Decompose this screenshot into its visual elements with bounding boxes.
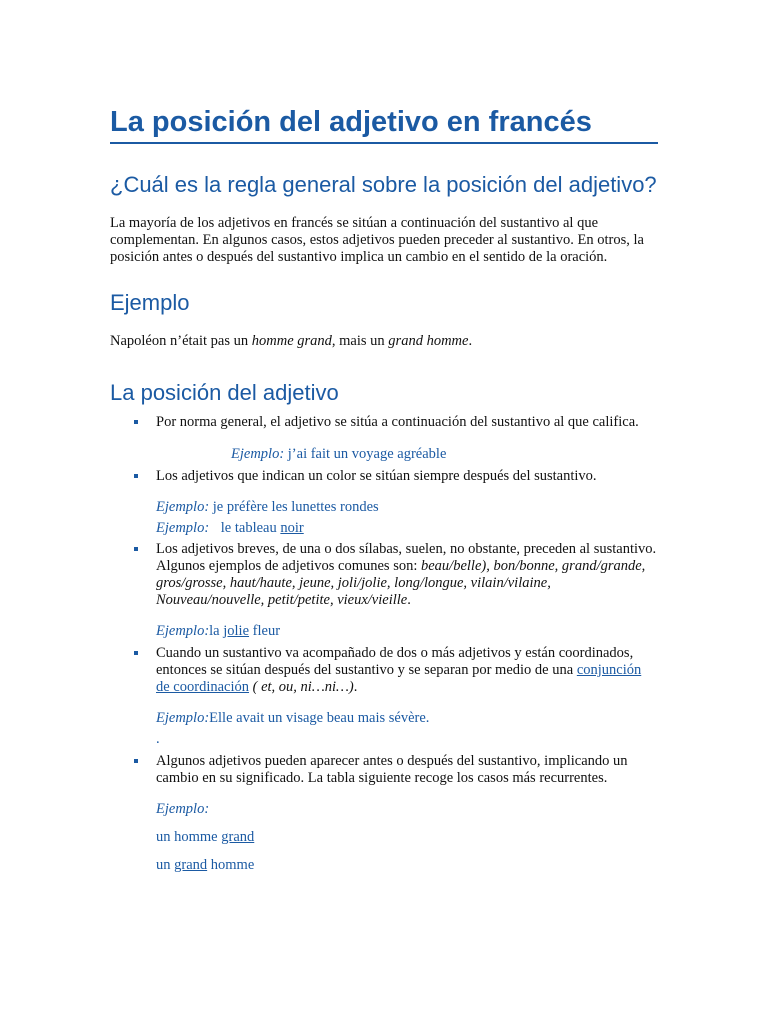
- example-italic-homme-grand: homme grand: [251, 333, 332, 349]
- link-jolie[interactable]: jolie: [223, 623, 250, 639]
- rule-3-text: Los adjetivos breves, de una o dos sílabas, suelen, no obstante, preceden al sustantivo. Algunos ejemplos de adjetivos comunes son:: [156, 541, 657, 574]
- general-rule-paragraph: La mayoría de los adjetivos en francés se sitúan a continuación del sustantivo al que complementan. En algunos casos, estos adjetivos pueden preceder al sustantivo. En otros, la posición antes o después del sustantivo implica un cambio en el sentido de la oración.: [110, 215, 644, 265]
- square-bullet-icon: [134, 420, 138, 424]
- link-conjuncion-coordinacion[interactable]: conjunción de coordinación: [156, 662, 642, 695]
- rule-5-example-label: [110, 801, 658, 818]
- rules-list-2: [110, 468, 658, 485]
- rule-5-example-1: [110, 829, 658, 846]
- rule-4-dot: .: [156, 731, 160, 747]
- list-item: [110, 541, 658, 609]
- rule-5-example-2-pre: un: [156, 857, 171, 873]
- rule-1-example-text: j’ai fait un voyage agréable: [287, 446, 447, 462]
- list-item: [110, 414, 658, 431]
- square-bullet-icon: [134, 547, 138, 551]
- rule-5-example-2-post: homme: [210, 857, 255, 873]
- list-item: [110, 645, 658, 696]
- rules-list-5: [110, 753, 658, 787]
- rule-4-text: Cuando un sustantivo va acompañado de dos o más adjetivos y están coordinados, entonces se sitúan después del sustantivo y se separan por medio de una: [156, 645, 634, 678]
- rule-3-adjective-list: beau/belle), bon/bonne, grand/grande, gros/grosse, haut/haute, jeune, joli/jolie, long/longue, vilain/vilaine, Nouveau/nouvelle, petit/petite, vieux/vieille: [156, 558, 646, 608]
- example-italic-grand-homme: grand homme: [388, 333, 469, 349]
- example-label: Ejemplo:: [156, 499, 210, 515]
- section-heading-example: Ejemplo: [110, 290, 190, 315]
- example-label: Ejemplo:: [156, 623, 210, 639]
- rule-4-example: [110, 710, 658, 727]
- rule-1-text: Por norma general, el adjetivo se sitúa a continuación del sustantivo al que califica.: [156, 414, 639, 430]
- example-sentence-start: Napoléon n’était pas un: [110, 333, 252, 349]
- rule-2-text: Los adjetivos que indican un color se sitúan siempre después del sustantivo.: [156, 468, 597, 484]
- example-label: Ejemplo:: [156, 520, 210, 536]
- document-page: [110, 104, 658, 874]
- rule-1-example: [110, 446, 658, 463]
- rule-2-example-1-text: je préfère les lunettes rondes: [212, 499, 379, 515]
- example-label: Ejemplo:: [156, 801, 210, 817]
- rule-3-example-pre: la: [209, 623, 220, 639]
- rule-2-example-2: [110, 520, 658, 537]
- example-label: Ejemplo:: [156, 710, 210, 726]
- link-noir[interactable]: noir: [280, 520, 304, 536]
- example-sentence-end: .: [468, 333, 473, 349]
- rule-2-example-2-text: le tableau: [220, 520, 277, 536]
- rule-3-end: .: [407, 592, 411, 608]
- rules-list: [110, 414, 658, 431]
- rule-5-text: Algunos adjetivos pueden aparecer antes o después del sustantivo, implicando un cambio en su significado. La tabla siguiente recoge los casos más recurrentes.: [156, 753, 628, 786]
- example-sentence-middle: , mais un: [331, 333, 389, 349]
- example-label: Ejemplo:: [231, 446, 285, 462]
- rules-list-4: [110, 645, 658, 696]
- square-bullet-icon: [134, 651, 138, 655]
- link-grand[interactable]: grand: [221, 829, 255, 845]
- section-heading-general-rule: ¿Cuál es la regla general sobre la posición del adjetivo?: [110, 172, 657, 197]
- rule-3-example: [110, 623, 658, 640]
- rule-4-end: .: [353, 679, 358, 695]
- rule-5-example-2: [110, 857, 658, 874]
- link-grand[interactable]: grand: [174, 857, 208, 873]
- rule-4-example-text: Elle avait un visage beau mais sévère.: [209, 710, 430, 726]
- square-bullet-icon: [134, 474, 138, 478]
- list-item: [110, 753, 658, 787]
- section-heading-position: La posición del adjetivo: [110, 380, 339, 405]
- rules-list-3: [110, 541, 658, 609]
- list-item: [110, 468, 658, 485]
- rule-2-example-1: [110, 499, 658, 516]
- document-title: La posición del adjetivo en francés: [110, 104, 658, 144]
- rule-4-conjunctions: ( et, ou, ni…ni…): [252, 679, 354, 695]
- example-sentence: [110, 333, 658, 350]
- rule-3-example-post: fleur: [252, 623, 281, 639]
- square-bullet-icon: [134, 759, 138, 763]
- rule-5-example-1-pre: un homme: [156, 829, 218, 845]
